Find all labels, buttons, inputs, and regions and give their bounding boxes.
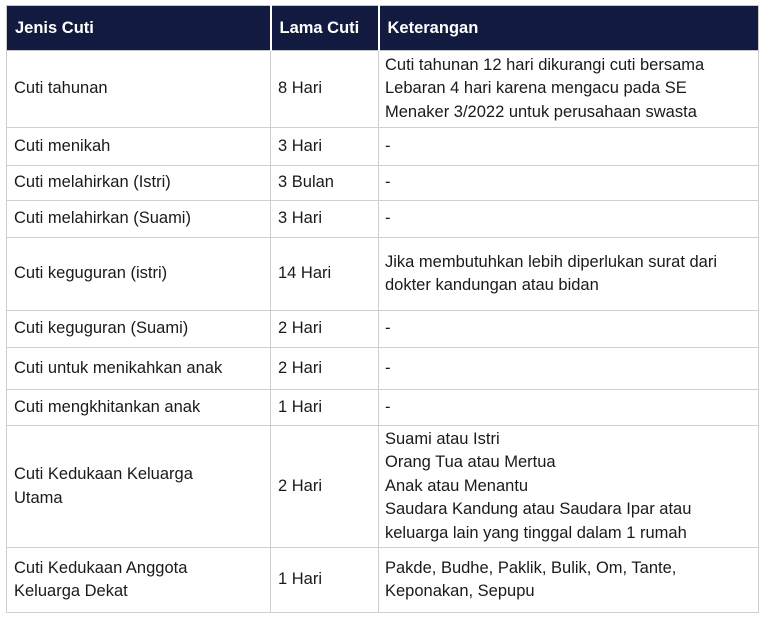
cell-note: -: [379, 166, 759, 201]
leave-table: [6, 5, 759, 613]
table-row: [7, 548, 759, 613]
cell-note: Cuti tahunan 12 hari dikurangi cuti bersama Lebaran 4 hari karena mengacu pada SE Menaker 3/2022 untuk perusahaan swasta: [379, 51, 759, 128]
cell-duration: 3 Hari: [271, 201, 379, 238]
table-row: [7, 166, 759, 201]
table-row: [7, 51, 759, 128]
table-row: [7, 390, 759, 426]
cell-note: -: [379, 390, 759, 426]
cell-note: Pakde, Budhe, Paklik, Bulik, Om, Tante, Keponakan, Sepupu: [379, 548, 759, 613]
cell-duration: 2 Hari: [271, 311, 379, 348]
cell-leave-type: Cuti melahirkan (Suami): [7, 201, 271, 238]
cell-leave-type: Cuti keguguran (Suami): [7, 311, 271, 348]
table-row: [7, 311, 759, 348]
cell-leave-type: Cuti tahunan: [7, 51, 271, 128]
cell-duration: 1 Hari: [271, 390, 379, 426]
cell-duration: 3 Hari: [271, 128, 379, 166]
cell-leave-type: Cuti Kedukaan Anggota Keluarga Dekat: [7, 548, 271, 613]
cell-leave-type: Cuti menikah: [7, 128, 271, 166]
cell-duration: 8 Hari: [271, 51, 379, 128]
cell-note: -: [379, 348, 759, 390]
table-row: [7, 238, 759, 311]
cell-duration: 2 Hari: [271, 348, 379, 390]
header-row: [7, 6, 759, 51]
cell-duration: 2 Hari: [271, 426, 379, 548]
cell-leave-type: Cuti keguguran (istri): [7, 238, 271, 311]
cell-leave-type: Cuti untuk menikahkan anak: [7, 348, 271, 390]
cell-note: Suami atau Istri Orang Tua atau Mertua Anak atau Menantu Saudara Kandung atau Saudara Ipar atau keluarga lain yang tinggal dalam 1 rumah: [379, 426, 759, 548]
cell-duration: 1 Hari: [271, 548, 379, 613]
cell-note: -: [379, 201, 759, 238]
cell-leave-type: Cuti mengkhitankan anak: [7, 390, 271, 426]
table-row: [7, 348, 759, 390]
table-row: [7, 128, 759, 166]
table-row: [7, 201, 759, 238]
table-row: [7, 426, 759, 548]
leave-table-container: [6, 5, 758, 613]
header-duration: Lama Cuti: [271, 6, 379, 51]
cell-note: Jika membutuhkan lebih diperlukan surat dari dokter kandungan atau bidan: [379, 238, 759, 311]
header-note: Keterangan: [379, 6, 759, 51]
header-leave-type: Jenis Cuti: [7, 6, 271, 51]
cell-leave-type: Cuti Kedukaan Keluarga Utama: [7, 426, 271, 548]
cell-duration: 14 Hari: [271, 238, 379, 311]
cell-note: -: [379, 128, 759, 166]
cell-duration: 3 Bulan: [271, 166, 379, 201]
cell-note: -: [379, 311, 759, 348]
cell-leave-type: Cuti melahirkan (Istri): [7, 166, 271, 201]
